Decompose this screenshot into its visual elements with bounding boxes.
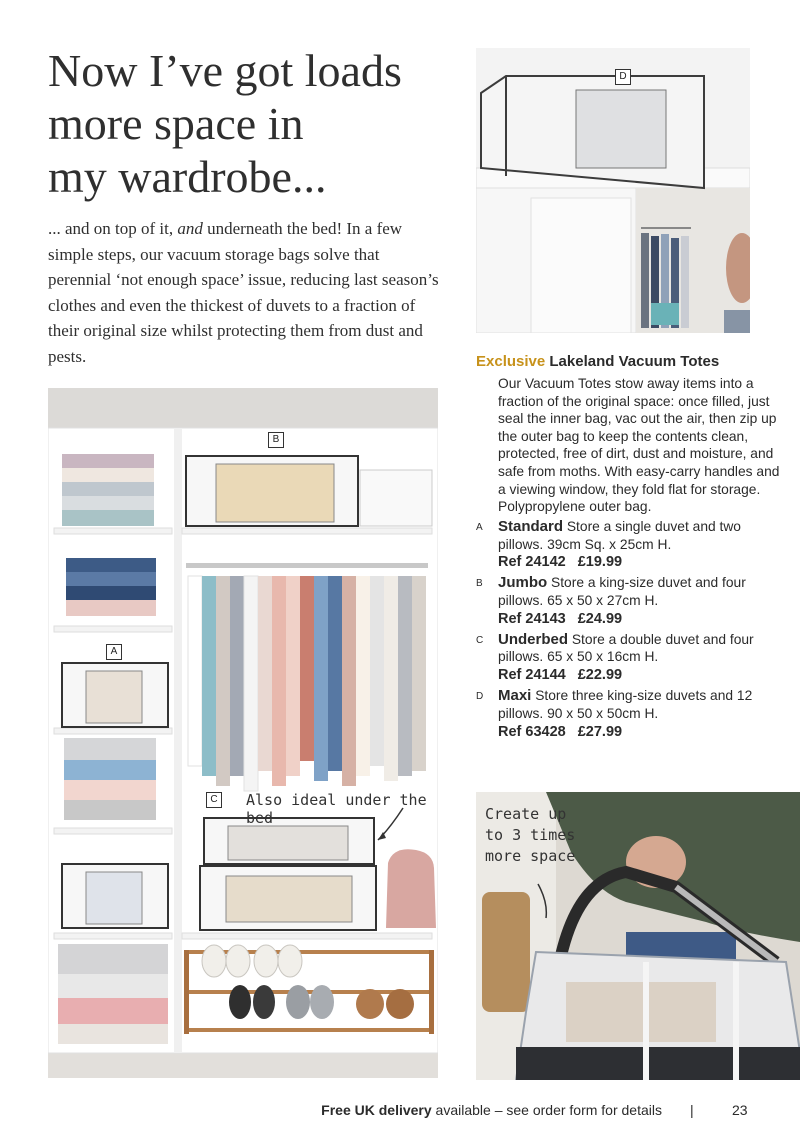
headline-line-2: more space in <box>48 98 304 149</box>
product-item <box>476 687 786 741</box>
footer-separator: | <box>690 1102 694 1118</box>
footer-text <box>321 1102 662 1118</box>
label-b: B <box>268 432 284 448</box>
photo-wardrobe-interior <box>48 388 438 1078</box>
item-ref: Ref 63428 <box>498 723 566 740</box>
wardrobe-top-illustration <box>476 48 750 333</box>
intro-italic: and <box>177 219 203 238</box>
exclusive-label: Exclusive <box>476 353 546 370</box>
item-price: £24.99 <box>577 610 623 627</box>
item-price: £19.99 <box>577 554 623 571</box>
product-title: Lakeland Vacuum Totes <box>549 353 720 370</box>
product-item <box>476 631 786 685</box>
headline-line-3: my wardrobe... <box>48 151 327 202</box>
label-a: A <box>106 644 122 660</box>
item-desc: Store a king-size duvet and four pillows. 65 x 50 x 27cm H. <box>498 575 746 608</box>
wardrobe-interior-illustration <box>48 388 438 1078</box>
product-title-row <box>476 352 786 372</box>
annotation-line-3: more space <box>485 847 576 865</box>
item-body <box>498 631 786 685</box>
product-copy <box>476 352 786 741</box>
annotation-under-bed: Also ideal under the bed <box>246 791 427 827</box>
product-description: Our Vacuum Totes stow away items into a fraction of the original space: once filled, just seal the inner bag, vac out the air, then zip up the outer bag to keep the contents clean, protected, free of dirt, dust and moisture, and safe from moths. With easy-carry handles and a viewing window, they fold flat for storage. Polypropylene outer bag. <box>498 376 780 515</box>
item-name: Underbed <box>498 630 569 648</box>
headline <box>48 44 448 203</box>
item-name: Standard <box>498 517 564 535</box>
product-item <box>476 518 786 572</box>
item-name: Maxi <box>498 686 532 704</box>
page-number: 23 <box>732 1102 748 1118</box>
product-items <box>476 518 786 742</box>
item-body <box>498 687 786 741</box>
intro-part-2: underneath the bed! In a few simple steps, our vacuum storage bags solve that perennial ‘not enough space’ issue, reducing last season’s clothes and even the thickest of duvets to a fraction of their original size whilst protecting them from dust and pests. <box>48 219 439 366</box>
label-c: C <box>206 792 222 808</box>
footer-rest: available – see order form for details <box>431 1102 662 1118</box>
annotation-line-2: to 3 times <box>485 826 576 844</box>
annotation-line-1: Create up <box>485 805 567 823</box>
photo-vacuuming-tote <box>476 792 800 1080</box>
item-letter: B <box>476 578 483 590</box>
item-ref: Ref 24142 <box>498 554 566 571</box>
item-price: £22.99 <box>577 667 623 684</box>
item-ref: Ref 24144 <box>498 667 566 684</box>
photo-wardrobe-top <box>476 48 750 333</box>
item-name: Jumbo <box>498 574 548 592</box>
item-desc: Store a double duvet and four pillows. 65 x 50 x 16cm H. <box>498 631 754 665</box>
label-d: D <box>615 69 631 85</box>
intro-paragraph <box>48 216 443 369</box>
intro-part-1: ... and on top of it, <box>48 219 178 238</box>
item-letter: C <box>476 634 484 646</box>
annotation-create-space <box>485 804 575 867</box>
footer-bold: Free UK delivery <box>321 1102 432 1118</box>
item-letter: D <box>476 690 484 702</box>
item-desc: Store a single duvet and two pillows. 39cm Sq. x 25cm H. <box>498 518 741 552</box>
item-price: £27.99 <box>577 723 623 740</box>
product-item <box>476 574 786 628</box>
item-letter: A <box>476 521 483 533</box>
item-body <box>498 518 786 572</box>
headline-line-1: Now I’ve got loads <box>48 45 402 96</box>
item-body <box>498 574 786 628</box>
item-ref: Ref 24143 <box>498 610 566 627</box>
item-desc: Store three king-size duvets and 12 pillows. 90 x 50 x 50cm H. <box>498 687 753 721</box>
